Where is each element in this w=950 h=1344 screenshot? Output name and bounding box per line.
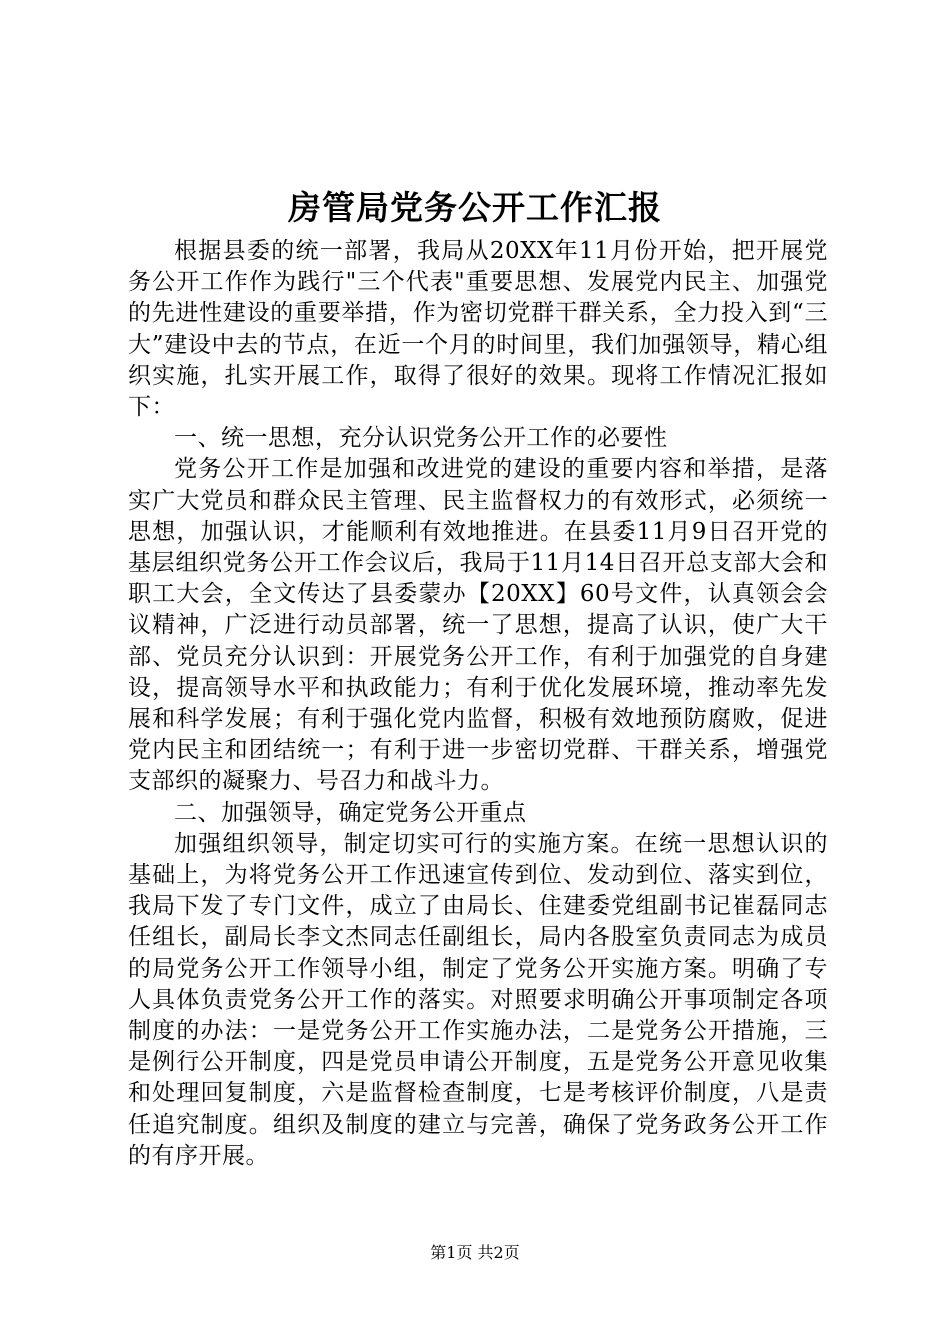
- section-2-paragraph: 加强组织领导，制定切实可行的实施方案。在统一思想认识的基础上，为将党务公开工作迅速宣传到位、发动到位、落实到位，我局下发了专门文件，成立了由局长、住建委党组副书记崔磊同志任组长，副局长李文杰同志任副组长，局内各股室负责同志为成员的局党务公开工作领导小组，制定了党务公开实施方案。明确了专人具体负责党务公开工作的落实。对照要求明确公开事项制定各项制度的办法：一是党务公开工作实施办法，二是党务公开措施，三是例行公开制度，四是党员申请公开制度，五是党务公开意见收集和处理回复制度，六是监督检查制度，七是考核评价制度，八是责任追究制度。组织及制度的建立与完善，确保了党务政务公开工作的有序开展。: [128, 830, 828, 1169]
- document-title: 房管局党务公开工作汇报: [288, 188, 662, 227]
- document-body: [128, 236, 828, 1172]
- section-1-paragraph: 党务公开工作是加强和改进党的建设的重要内容和举措，是落实广大党员和群众民主管理、民主监督权力的有效形式，必须统一思想，加强认识，才能顺利有效地推进。在县委11月9日召开党的基层组织党务公开工作会议后，我局于11月14日召开总支部大会和职工大会，全文传达了县委蒙办【20XX】60号文件，认真领会会议精神，广泛进行动员部署，统一了思想，提高了认识，使广大干部、党员充分认识到：开展党务公开工作，有利于加强党的自身建设，提高领导水平和执政能力；有利于优化发展环境，推动率先发展和科学发展；有利于强化党内监督，积极有效地预防腐败，促进党内民主和团结统一；有利于进一步密切党群、干群关系，增强党支部织的凝聚力、号召力和战斗力。: [128, 456, 828, 795]
- intro-paragraph: 根据县委的统一部署，我局从20XX年11月份开始，把开展党务公开工作作为践行"三个代表"重要思想、发展党内民主、加强党的先进性建设的重要举措，作为密切党群干群关系，全力投入到“三大”建设中去的节点，在近一个月的时间里，我们加强领导，精心组织实施，扎实开展工作，取得了很好的效果。现将工作情况汇报如下：: [128, 238, 828, 421]
- section-heading-2: 二、加强领导，确定党务公开重点: [174, 799, 527, 826]
- page-number: 第1页 共2页: [430, 1243, 520, 1262]
- section-heading-1: 一、统一思想，充分认识党务公开工作的必要性: [174, 425, 668, 452]
